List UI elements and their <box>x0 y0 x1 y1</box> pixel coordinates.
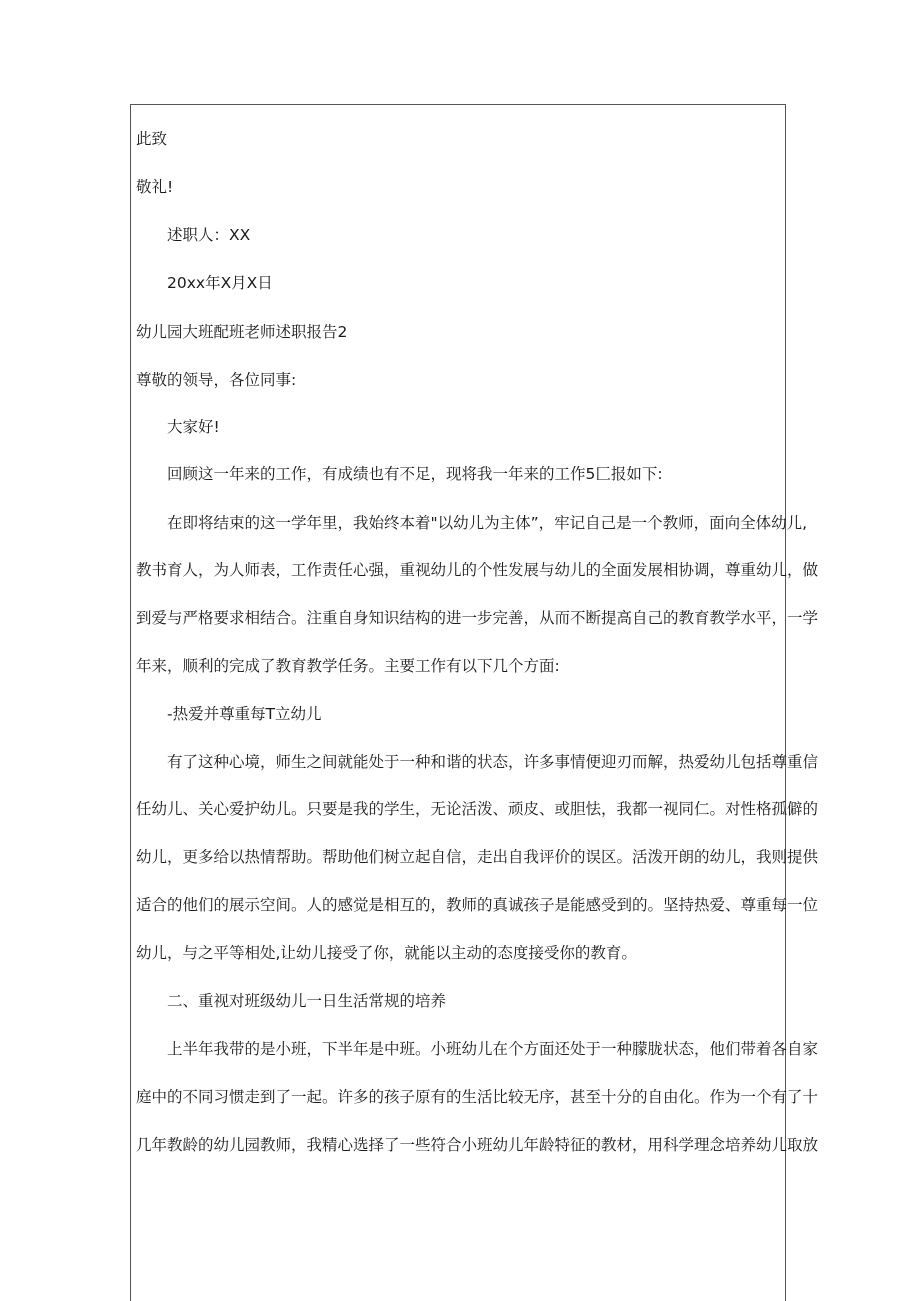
paragraph-line: 教书育人，为人师表，工作责任心强，重视幼儿的个性发展与幼儿的全面发展相协调，尊重幼儿，做 <box>136 561 819 579</box>
signer-line: 述职人：XX <box>167 226 251 244</box>
hello-line: 大家好! <box>167 418 220 436</box>
closing-greeting: 此致 <box>136 130 168 148</box>
paragraph-line: 适合的他们的展示空间。人的感觉是相互的，教师的真诚孩子是能感受到的。坚持热爱、尊重每一位 <box>136 896 819 914</box>
report-title: 幼儿园大班配班老师述职报告2 <box>136 323 348 341</box>
closing-salute: 敬礼! <box>136 178 174 196</box>
paragraph-line: 年来，顺利的完成了教育教学任务。主要工作有以下几个方面: <box>136 657 560 675</box>
paragraph-line: 上半年我带的是小班，下半年是中班。小班幼儿在个方面还处于一种朦胧状态，他们带着各自家 <box>167 1040 819 1058</box>
paragraph-line: 庭中的不同习惯走到了一起。许多的孩子原有的生活比较无序，甚至十分的自由化。作为一个有了十 <box>136 1088 819 1106</box>
paragraph-line: 在即将结束的这一学年里，我始终本着"以幼儿为主体”，牢记自己是一个教师，面向全体幼儿, <box>167 514 808 532</box>
paragraph-line: 几年教龄的幼儿园教师，我精心选择了一些符合小班幼儿年龄特征的教材，用科学理念培养幼儿取放 <box>136 1136 819 1154</box>
intro-line: 回顾这一年来的工作，有成绩也有不足，现将我一年来的工作5匚报如下: <box>167 465 663 483</box>
section-heading-1: -热爱并尊重每T立幼儿 <box>167 705 322 723</box>
paragraph-line: 幼儿，更多给以热情帮助。帮助他们树立起自信，走出自我评价的误区。活泼开朗的幼儿，我则提供 <box>136 848 819 866</box>
paragraph-line: 幼儿，与之平等相处,让幼儿接受了你，就能以主动的态度接受你的教育。 <box>136 944 637 962</box>
date-line: 20xx年X月X日 <box>167 274 273 292</box>
paragraph-line: 到爱与严格要求相结合。注重自身知识结构的进一步完善，从而不断提高自己的教育教学水平，一学 <box>136 609 819 627</box>
salutation-line: 尊敬的领导，各位同事: <box>136 371 297 389</box>
paragraph-line: 任幼儿、关心爱护幼儿。只要是我的学生，无论活泼、顽皮、或胆怯，我都一视同仁。对性格孤僻的 <box>136 800 819 818</box>
section-heading-2: 二、重视对班级幼儿一日生活常规的培养 <box>167 992 447 1010</box>
paragraph-line: 有了这种心境，师生之间就能处于一种和谐的状态，许多事情便迎刃而解，热爱幼儿包括尊重信 <box>167 753 819 771</box>
